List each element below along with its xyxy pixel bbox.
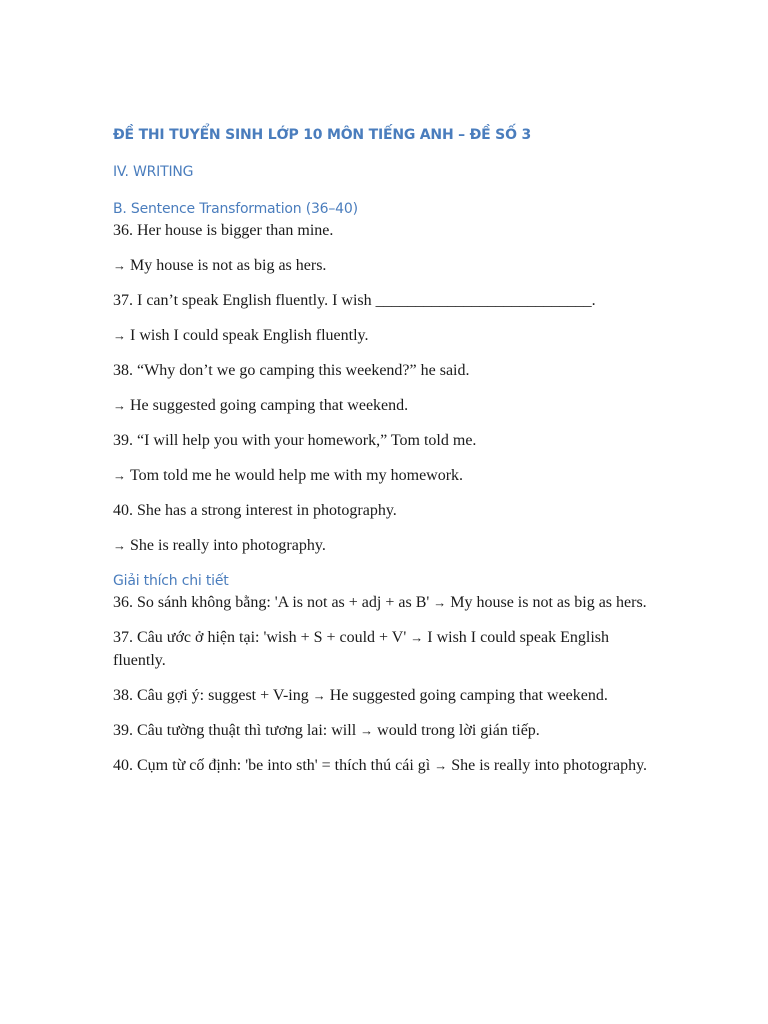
arrow-icon: → [410,630,424,645]
arrow-icon: → [312,687,326,703]
arrow-icon: → [113,328,126,343]
explanation-result: My house is not as big as hers. [450,594,647,611]
arrow-icon: → [434,757,448,773]
arrow-icon: → [113,258,126,273]
explanation-item [113,685,653,708]
explanation-text: 36. So sánh không bằng: 'A is not as + adj + as B' [113,594,430,611]
exercise-answer [113,395,653,418]
arrow-icon: → [360,722,374,738]
exercise-list [113,220,653,558]
arrow-icon: → [113,468,126,483]
exercise-answer [113,255,653,278]
document-page [113,124,653,790]
explanation-text: 37. Câu ước ở hiện tại: 'wish + S + could + V' [113,629,407,646]
explanation-result: He suggested going camping that weekend. [329,686,608,704]
explanation-text: 39. Câu tường thuật thì tương lai: will [113,721,357,739]
arrow-icon: → [113,398,126,413]
answer-text: He suggested going camping that weekend. [130,397,409,414]
exercise-question: 38. “Why don’t we go camping this weekend?” he said. [113,362,470,379]
explanation-text: 40. Cụm từ cố định: 'be into sth' = thích thú cái gì [113,756,431,774]
answer-text: Tom told me he would help me with my homework. [130,467,464,484]
explanation-text: 38. Câu gợi ý: suggest + V-ing [113,686,309,704]
arrow-icon: → [113,538,126,553]
explanation-item [113,755,653,778]
explanation-list [113,592,653,777]
subsection-heading: B. Sentence Transformation (36–40) [113,201,358,217]
explanation-item [113,592,653,615]
document-title: ĐỀ THI TUYỂN SINH LỚP 10 MÔN TIẾNG ANH – ĐỀ SỐ 3 [113,127,531,143]
explanation-heading: Giải thích chi tiết [113,573,229,589]
answer-text: My house is not as big as hers. [130,257,327,274]
section-heading: IV. WRITING [113,164,194,180]
exercise-answer [113,535,653,558]
explanation-result: would trong lời gián tiếp. [377,721,540,739]
exercise-answer [113,465,653,488]
answer-text: I wish I could speak English fluently. [130,327,369,344]
explanation-result: She is really into photography. [451,756,648,774]
explanation-result: I wish I could speak English fluently. [113,629,609,669]
exercise-answer [113,325,653,348]
exercise-question: 37. I can’t speak English fluently. I wish ___________________________. [113,292,596,309]
exercise-question: 39. “I will help you with your homework,” Tom told me. [113,432,477,449]
exercise-question: 36. Her house is bigger than mine. [113,222,334,239]
explanation-item [113,627,653,672]
answer-text: She is really into photography. [130,537,326,554]
exercise-question: 40. She has a strong interest in photography. [113,502,397,519]
explanation-item [113,720,653,743]
arrow-icon: → [433,595,447,610]
